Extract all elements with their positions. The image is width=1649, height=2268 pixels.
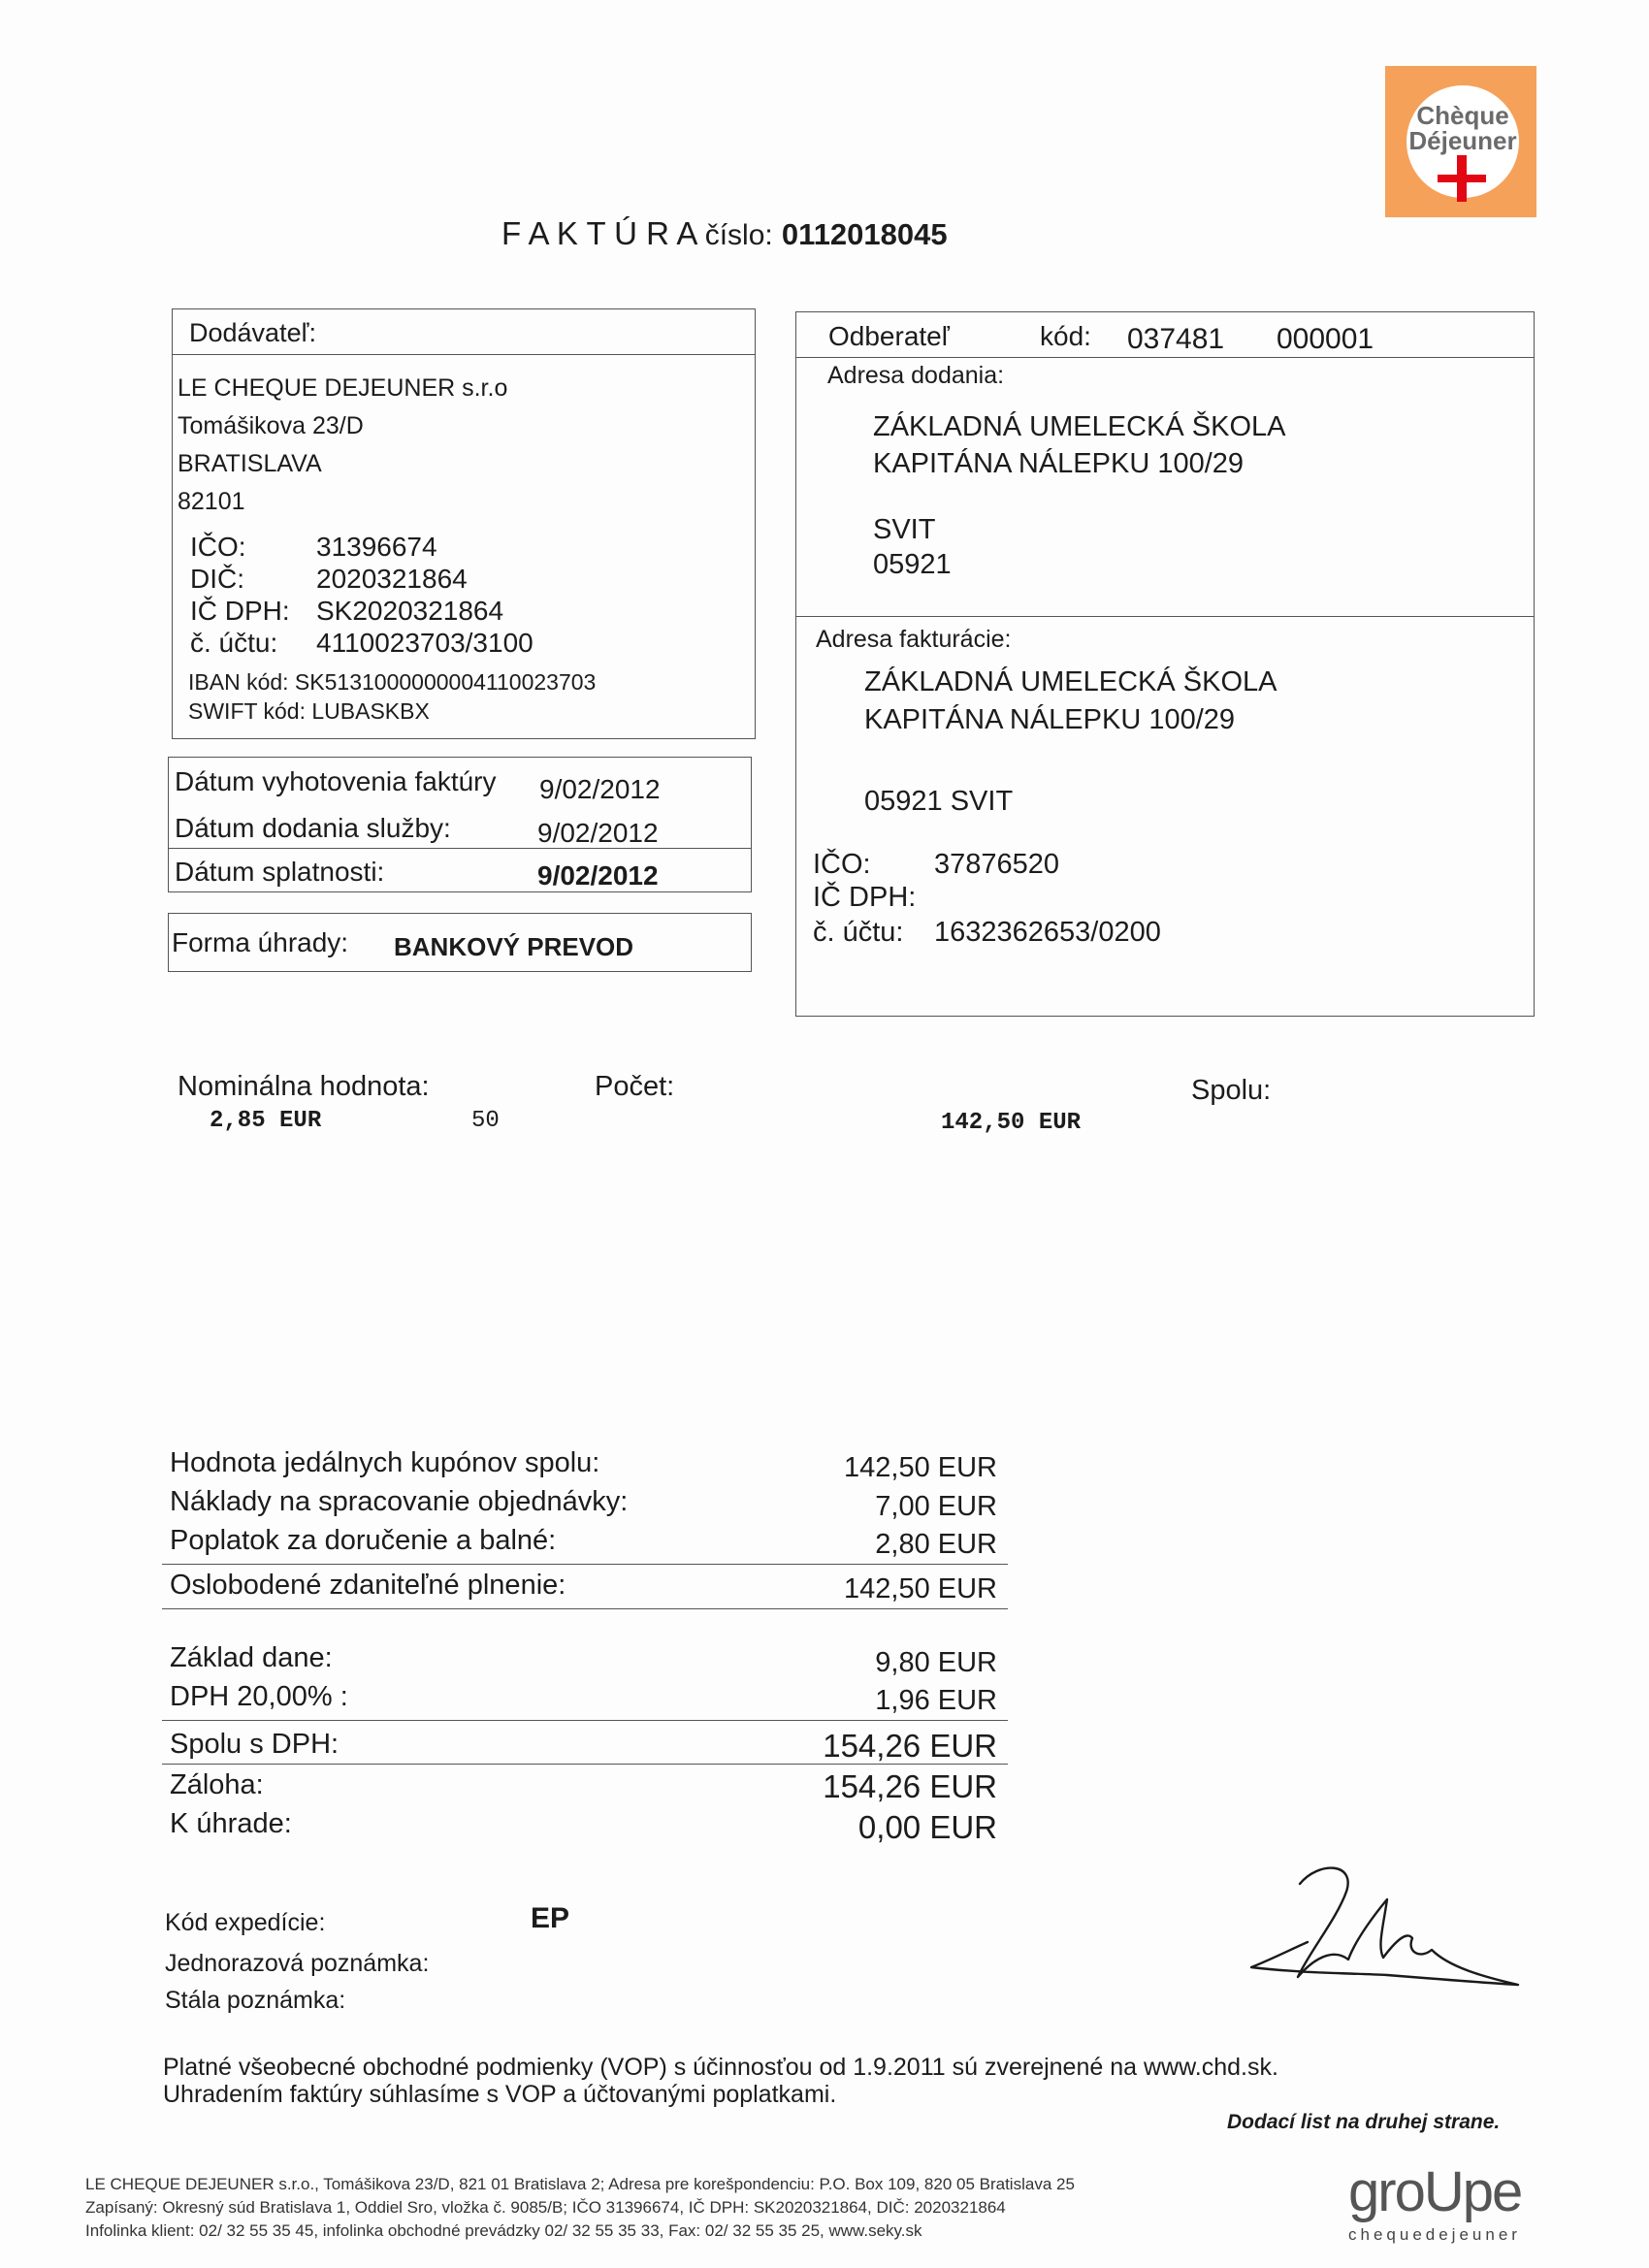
customer-ico-label: IČO:: [813, 849, 871, 880]
item-total: 142,50 EUR: [941, 1110, 1082, 1136]
delivery-note-reference: Dodací list na druhej strane.: [1227, 2111, 1501, 2133]
supplier-city: BRATISLAVA: [178, 450, 322, 477]
permanent-note-label: Stála poznámka:: [165, 1987, 346, 2014]
cheque-dejeuner-logo: [1385, 66, 1536, 217]
groupe-brand: groUpe: [1348, 2160, 1522, 2223]
supplier-ico: 31396674: [316, 532, 437, 562]
footer-line-2: Zapísaný: Okresný súd Bratislava 1, Oddiel Sro, vložka č. 9085/B; IČO 31396674, IČ DPH: SK2020321864, DIČ: 2020321864: [85, 2198, 1006, 2217]
total-with-vat-value: 154,26 EUR: [823, 1728, 997, 1764]
supplier-ico-label: IČO:: [190, 532, 246, 562]
customer-ico: 37876520: [934, 849, 1060, 880]
date-due-label: Dátum splatnosti:: [175, 857, 385, 887]
customer-code-sub: 000001: [1277, 323, 1374, 355]
customer-heading: Odberateľ: [828, 321, 950, 351]
deposit-value: 154,26 EUR: [823, 1768, 997, 1804]
date-delivery: 9/02/2012: [537, 818, 659, 848]
item-count: 50: [471, 1108, 500, 1134]
date-due: 9/02/2012: [537, 860, 659, 891]
svg-text:Chèque: Chèque: [1416, 101, 1509, 130]
date-issue-label: Dátum vyhotovenia faktúry: [175, 766, 497, 796]
terms-line-2: Uhradením faktúry súhlasíme s VOP a účtovanými poplatkami.: [163, 2081, 837, 2108]
total-label: Spolu:: [1191, 1075, 1272, 1106]
total-with-vat-label: Spolu s DPH:: [170, 1729, 340, 1760]
expedition-code: EP: [531, 1902, 570, 1934]
customer-account-label: č. účtu:: [813, 917, 904, 948]
billing-address-heading: Adresa fakturácie:: [816, 626, 1012, 653]
date-delivery-label: Dátum dodania služby:: [175, 813, 451, 843]
supplier-name: LE CHEQUE DEJEUNER s.r.o: [178, 374, 508, 402]
supplier-icdph: SK2020321864: [316, 596, 504, 626]
count-label: Počet:: [595, 1071, 675, 1102]
summary-label-2: Náklady na spracovanie objednávky:: [170, 1486, 629, 1517]
tax-base-label: Základ dane:: [170, 1642, 333, 1673]
groupe-brand-sub: chequedejeuner: [1348, 2225, 1521, 2244]
summary-label-1: Hodnota jedálnych kupónov spolu:: [170, 1447, 600, 1478]
groupe-logo: [1348, 2160, 1522, 2245]
supplier-icdph-label: IČ DPH:: [190, 596, 290, 626]
summary-value-1: 142,50 EUR: [844, 1452, 997, 1483]
invoice-number: 0112018045: [781, 217, 948, 251]
delivery-zip: 05921: [873, 549, 952, 580]
vat-value: 1,96 EUR: [875, 1685, 997, 1716]
customer-icdph-label: IČ DPH:: [813, 882, 917, 913]
delivery-city: SVIT: [873, 514, 936, 545]
title-text: F A K T Ú R A: [501, 215, 696, 251]
delivery-line2: KAPITÁNA NÁLEPKU 100/29: [873, 448, 1245, 479]
svg-text:Déjeuner: Déjeuner: [1408, 126, 1517, 155]
supplier-zip: 82101: [178, 488, 245, 515]
supplier-dic-label: DIČ:: [190, 564, 244, 594]
cislo-label: číslo:: [704, 219, 773, 251]
exempt-supply-label: Oslobodené zdaniteľné plnenie:: [170, 1570, 566, 1601]
billing-line1: ZÁKLADNÁ UMELECKÁ ŠKOLA: [864, 666, 1277, 697]
supplier-iban: IBAN kód: SK5131000000004110023703: [188, 669, 597, 695]
expedition-code-label: Kód expedície:: [165, 1909, 326, 1936]
deposit-label: Záloha:: [170, 1769, 264, 1800]
customer-account: 1632362653/0200: [934, 917, 1161, 948]
footer-line-1: LE CHEQUE DEJEUNER s.r.o., Tomášikova 23/D, 821 01 Bratislava 2; Adresa pre korešpondenciu: P.O. Box 109, 820 05 Bratislava 25: [85, 2175, 1075, 2193]
delivery-address-heading: Adresa dodania:: [827, 362, 1005, 389]
summary-label-3: Poplatok za doručenie a balné:: [170, 1525, 557, 1556]
billing-line2: KAPITÁNA NÁLEPKU 100/29: [864, 704, 1236, 735]
summary-value-3: 2,80 EUR: [875, 1529, 997, 1560]
customer-code-label: kód:: [1040, 321, 1091, 351]
amount-due-value: 0,00 EUR: [857, 1809, 997, 1845]
invoice-title: [501, 215, 948, 252]
date-issue: 9/02/2012: [539, 774, 661, 804]
amount-due-label: K úhrade:: [170, 1808, 292, 1839]
supplier-swift: SWIFT kód: LUBASKBX: [188, 698, 430, 724]
payment-method: BANKOVÝ PREVOD: [394, 932, 634, 961]
nominal-value-label: Nominálna hodnota:: [178, 1071, 430, 1102]
tax-base-value: 9,80 EUR: [875, 1647, 997, 1678]
terms-line-1: Platné všeobecné obchodné podmienky (VOP) s účinnosťou od 1.9.2011 sú zverejnené na www.chd.sk.: [163, 2054, 1278, 2081]
supplier-heading: Dodávateľ:: [189, 318, 316, 347]
nominal-value: 2,85 EUR: [210, 1108, 322, 1134]
customer-code: 037481: [1127, 323, 1225, 355]
signature: [1242, 1853, 1533, 1998]
supplier-account: 4110023703/3100: [316, 628, 534, 658]
supplier-dic: 2020321864: [316, 564, 468, 594]
exempt-supply-value: 142,50 EUR: [844, 1573, 997, 1604]
supplier-street: Tomášikova 23/D: [178, 412, 364, 439]
payment-label: Forma úhrady:: [172, 927, 349, 957]
summary-value-2: 7,00 EUR: [875, 1491, 997, 1522]
vat-label: DPH 20,00% :: [170, 1681, 348, 1712]
footer-line-3: Infolinka klient: 02/ 32 55 35 45, infolinka obchodné prevádzky 02/ 32 55 35 33, Fax: 02/ 32 55 35 25, www.seky.sk: [85, 2221, 922, 2240]
one-time-note-label: Jednorazová poznámka:: [165, 1950, 430, 1977]
delivery-line1: ZÁKLADNÁ UMELECKÁ ŠKOLA: [873, 411, 1286, 442]
billing-city: 05921 SVIT: [864, 786, 1014, 817]
supplier-account-label: č. účtu:: [190, 628, 278, 658]
